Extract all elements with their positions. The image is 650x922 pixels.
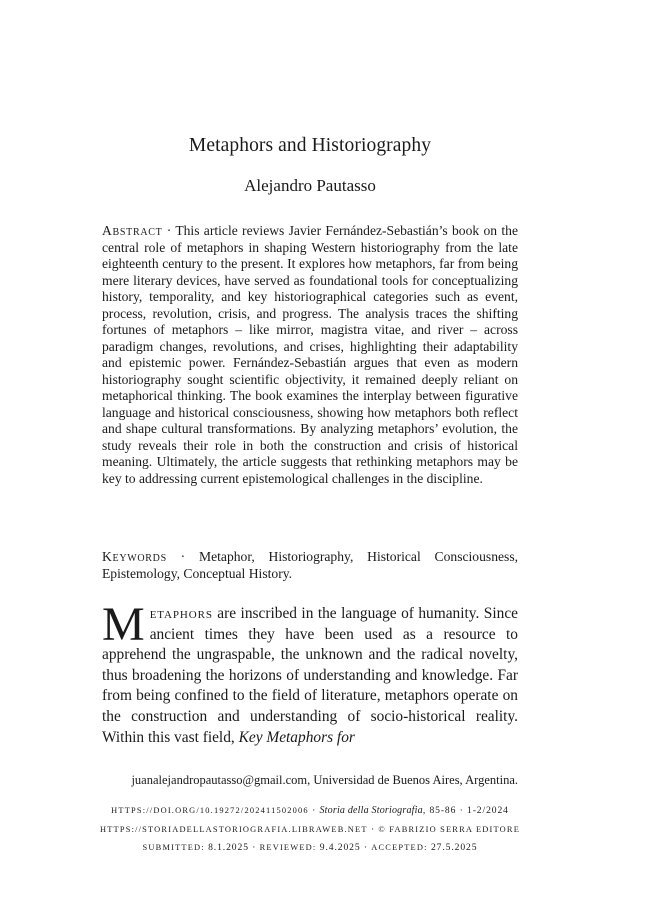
article-author: Alejandro Pautasso (244, 176, 376, 195)
doi-link[interactable]: HTTPS://DOI.ORG/10.19272/202411502006 (111, 806, 309, 815)
body-paragraph (102, 598, 518, 748)
publisher-name: © FABRIZIO SERRA EDITORE (378, 825, 521, 834)
submitted-label: SUBMITTED: (142, 843, 205, 852)
abstract-label: Abstract (102, 223, 163, 238)
accepted-date: 27.5.2025 (430, 842, 478, 853)
body-italic-title: Key Metaphors for (238, 728, 355, 746)
journal-site-link[interactable]: HTTPS://STORIADELLASTORIOGRAFIA.LIBRAWEB.NET (99, 825, 368, 834)
abstract-separator: · (162, 223, 176, 238)
body-text: are inscribed in the language of humanity. Since ancient times they have been used as a resource to apprehend the ungraspable, the unknown and the radical novelty, thus broadening the horizons of understanding and knowledge. Far from being confined to the field of literature, metaphors operate on the construction and understanding of socio-historical reality. Within this vast field, (102, 605, 518, 746)
body-lead-word: etaphors (149, 605, 213, 622)
submitted-date: 8.1.2025 (208, 842, 249, 853)
keywords-text: Metaphor, Historiography, Historical Consciousness, Epistemology, Conceptual History. (102, 549, 519, 581)
citation-info: 85-86 · 1-2/2024 (429, 805, 509, 816)
keywords-label: Keywords (102, 549, 167, 564)
reviewed-label: REVIEWED: (259, 843, 317, 852)
keywords-block (102, 549, 518, 582)
accepted-label: ACCEPTED: (371, 843, 428, 852)
footer-dates-line: SUBMITTED: 8.1.2025 · REVIEWED: 9.4.2025 · ACCEPTED: 27.5.2025 (142, 842, 478, 853)
drop-cap: M (102, 598, 145, 651)
reviewed-date: 9.4.2025 (319, 842, 361, 853)
footer-citation-line: HTTPS://DOI.ORG/10.19272/202411502006 · Storia della Storiografia, 85-86 · 1-2/2024 (111, 805, 509, 816)
abstract-text: This article reviews Javier Fernández-Sebastián’s book on the central role of metaphors in shaping Western historiography from the late eighteenth century to the present. It explores how metaphors, far from being mere literary devices, have served as foundational tools for conceptualizing history, temporality, and key historiographical categories such as event, process, revolution, crisis, and progress. The analysis traces the shifting fortunes of metaphors – like mirror, magistra vitae, and river – across paradigm changes, revolutions, and crises, highlighting their adaptability and epistemic power. Fernández-Sebastián argues that even as modern historiography sought scientific objectivity, it remained deeply reliant on metaphorical thinking. The book examines the interplay between figurative language and historical consciousness, showing how metaphors both reflect and shape cultural transformations. By analyzing metaphors’ evolution, the study reveals their role in both the construction and crisis of historical meaning. Ultimately, the article suggests that rethinking metaphors may be key to addressing current epistemological challenges in the discipline. (102, 223, 518, 486)
keywords-separator: · (166, 549, 200, 564)
abstract-block (102, 223, 518, 487)
article-title: Metaphors and Historiography (188, 135, 432, 156)
footer-publisher-line: HTTPS://STORIADELLASTORIOGRAFIA.LIBRAWEB.NET · © FABRIZIO SERRA EDITORE (99, 824, 521, 835)
author-affiliation: juanalejandropautasso@gmail.com, Universidad de Buenos Aires, Argentina. (131, 773, 518, 787)
journal-name: Storia della Storiografia (319, 805, 423, 816)
